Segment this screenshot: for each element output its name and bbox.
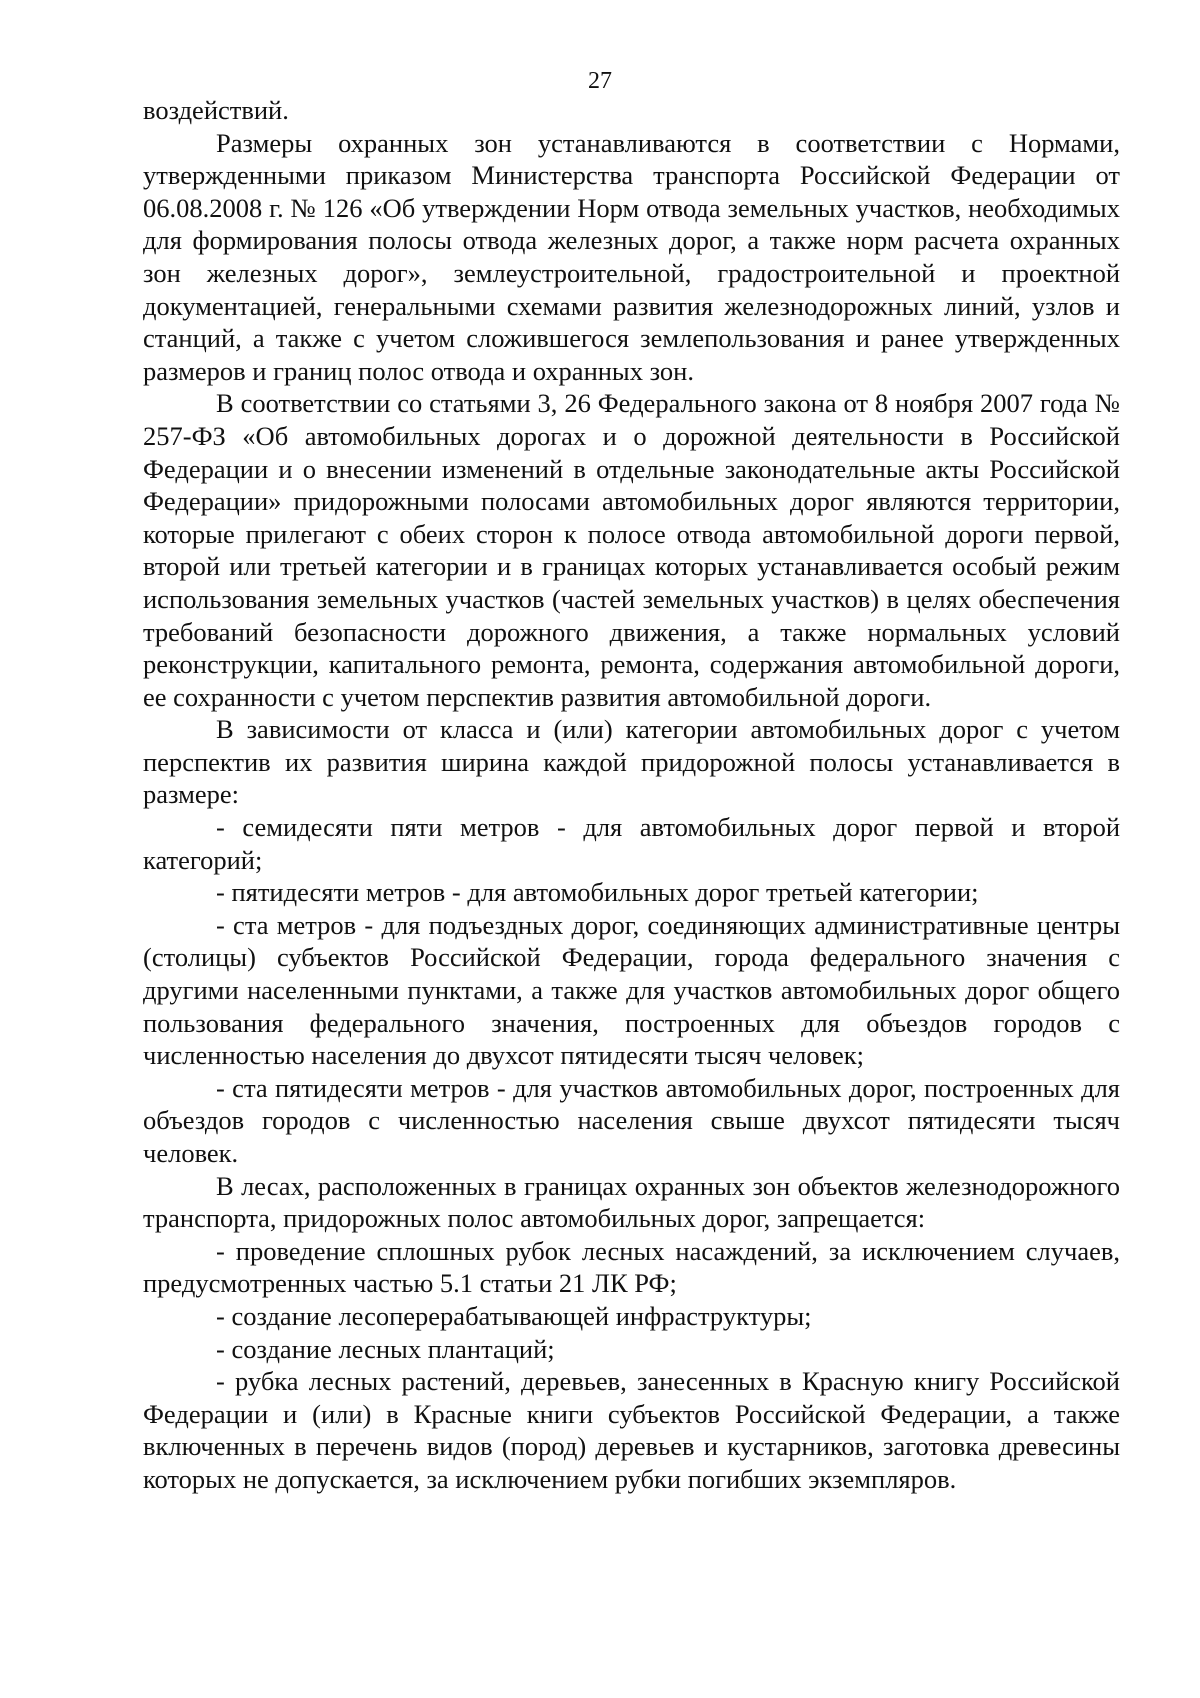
- list-item-red-book-cutting: - рубка лесных растений, деревьев, занесенных в Красную книгу Российской Федерации и (или) в Красные книги субъектов Российской Федерации, а также включенных в перечень видов (пород) деревьев и кустарников, заготовка древесины которых не допускается, за исключением рубки погибших экземпляров.: [143, 1366, 1120, 1494]
- list-item-50-meters: - пятидесяти метров - для автомобильных дорог третьей категории;: [216, 877, 979, 908]
- paragraph-forest-prohibitions: В лесах, расположенных в границах охранных зон объектов железнодорожного транспорта, придорожных полос автомобильных дорог, запрещается:: [143, 1170, 1120, 1234]
- list-item-forest-plantations: - создание лесных плантаций;: [216, 1333, 555, 1364]
- document-body: [143, 94, 1120, 1496]
- list-item-clear-cutting: - проведение сплошных рубок лесных насаждений, за исключением случаев, предусмотренных частью 5.1 статьи 21 ЛК РФ;: [143, 1235, 1120, 1299]
- paragraph-continuation: воздействий.: [143, 95, 289, 125]
- list-item-75-meters: - семидесяти пяти метров - для автомобильных дорог первой и второй категорий;: [143, 812, 1120, 875]
- page-number: 27: [588, 68, 612, 94]
- paragraph-strip-width-intro: В зависимости от класса и (или) категории автомобильных дорог с учетом перспектив их развития ширина каждой придорожной полосы устанавливается в размере:: [143, 714, 1120, 810]
- paragraph-protection-zones: Размеры охранных зон устанавливаются в соответствии с Нормами, утвержденными приказом Министерства транспорта Российской Федерации от 06.08.2008 г. № 126 «Об утверждении Норм отвода земельных участков, необходимых для формирования полосы отвода железных дорог, а также норм расчета охранных зон железных дорог», землеустроительной, градостроительной и проектной документацией, генеральными схемами развития железнодорожных линий, узлов и станций, а также с учетом сложившегося землепользования и ранее утвержденных размеров и границ полос отвода и охранных зон.: [143, 127, 1120, 386]
- list-item-100-meters: - ста метров - для подъездных дорог, соединяющих административные центры (столицы) субъектов Российской Федерации, города федерального значения с другими населенными пунктами, а также для участков автомобильных дорог общего пользования федерального значения, построенных для объездов городов с численностью населения до двухсот пятидесяти тысяч человек;: [143, 909, 1120, 1071]
- list-item-processing-infrastructure: - создание лесоперерабатывающей инфраструктуры;: [216, 1300, 812, 1331]
- list-item-150-meters: - ста пятидесяти метров - для участков автомобильных дорог, построенных для объездов городов с численностью населения свыше двухсот пятидесяти тысяч человек.: [143, 1072, 1120, 1168]
- paragraph-roadside-strips-law: В соответствии со статьями 3, 26 Федерального закона от 8 ноября 2007 года № 257-ФЗ «Об автомобильных дорогах и о дорожной деятельности в Российской Федерации и о внесении изменений в отдельные законодательные акты Российской Федерации» придорожными полосами автомобильных дорог являются территории, которые прилегают с обеих сторон к полосе отвода автомобильной дороги первой, второй или третьей категории и в границах которых устанавливается особый режим использования земельных участков (частей земельных участков) в целях обеспечения требований безопасности дорожного движения, а также нормальных условий реконструкции, капитального ремонта, ремонта, содержания автомобильной дороги, ее сохранности с учетом перспектив развития автомобильной дороги.: [143, 388, 1120, 712]
